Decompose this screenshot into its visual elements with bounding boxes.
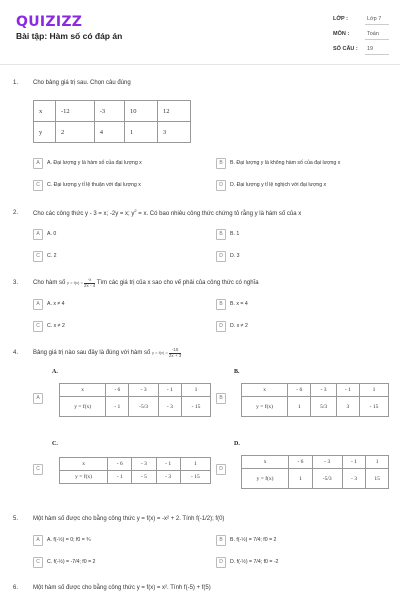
table-row bbox=[242, 384, 389, 397]
table-cell: 3 bbox=[157, 122, 190, 143]
option-text: A. x ≠ 4 bbox=[47, 301, 65, 307]
question-number: 2. bbox=[13, 210, 19, 216]
question-text-part: Cho hàm số bbox=[33, 280, 66, 287]
table-cell: - 1 bbox=[106, 397, 129, 417]
option-b[interactable] bbox=[216, 535, 386, 545]
table-cell: y = f(x) bbox=[60, 397, 106, 417]
option-a[interactable] bbox=[33, 229, 203, 239]
table-cell: 5/3 bbox=[311, 397, 336, 417]
value-table bbox=[241, 383, 389, 417]
table-cell: - 3 bbox=[129, 384, 158, 397]
option-letter: C bbox=[33, 251, 43, 262]
table-cell: - 1 bbox=[158, 384, 181, 397]
table-cell: - 1 bbox=[156, 458, 180, 471]
option-letter: A bbox=[33, 158, 43, 169]
sub-option-label: B. bbox=[234, 369, 240, 375]
question-number: 5. bbox=[13, 516, 19, 522]
question-text: Một hàm số được cho bằng công thức y = f(x) = x². Tính f(-5) + f(5) bbox=[33, 585, 211, 591]
table-row bbox=[60, 397, 211, 417]
option-a[interactable] bbox=[33, 299, 203, 309]
table-cell: - 3 bbox=[311, 384, 336, 397]
option-b[interactable] bbox=[216, 229, 386, 239]
page-title: Bài tập: Hàm số có đáp án bbox=[16, 31, 123, 41]
option-d[interactable] bbox=[216, 557, 386, 567]
table-cell: y = f(x) bbox=[242, 397, 288, 417]
meta-count-label: SỐ CÂU : bbox=[333, 46, 358, 52]
table-cell: - 6 bbox=[289, 456, 313, 469]
option-d[interactable] bbox=[216, 251, 386, 261]
table-cell: - 1 bbox=[342, 456, 366, 469]
sub-option-label: C. bbox=[52, 441, 58, 447]
option-letter: D bbox=[216, 557, 226, 568]
table-cell: - 1 bbox=[108, 471, 132, 484]
question-text bbox=[33, 348, 181, 358]
question-number: 3. bbox=[13, 280, 19, 286]
option-text: A. Đại lượng y là hàm số của đại lượng x bbox=[47, 160, 142, 166]
question-text-part: Bảng giá trị nào sau đây là đúng với hàm số bbox=[33, 350, 151, 357]
option-text: B. x = 4 bbox=[230, 301, 248, 307]
option-text: D. Đại lượng y tỉ lệ nghịch với đại lượng x bbox=[230, 182, 327, 188]
option-text: B. 1 bbox=[230, 231, 240, 237]
table-row bbox=[60, 471, 211, 484]
value-table bbox=[241, 455, 389, 489]
option-text: D. f(-½) = 7/4; f0 = -2 bbox=[230, 559, 279, 565]
table-cell: - 6 bbox=[106, 384, 129, 397]
value-table bbox=[59, 457, 211, 484]
table-cell: y = f(x) bbox=[60, 471, 108, 484]
table-cell: - 1 bbox=[336, 384, 359, 397]
question-text-part: Cho các công thức y - 3 = x; -2y = x; y bbox=[33, 211, 135, 217]
option-text: C. 2 bbox=[47, 253, 57, 259]
table-row bbox=[242, 456, 389, 469]
table-cell: x bbox=[60, 458, 108, 471]
option-c[interactable] bbox=[33, 251, 203, 261]
table-cell: - 6 bbox=[288, 384, 311, 397]
option-c[interactable] bbox=[33, 180, 203, 190]
table-cell: -5/3 bbox=[129, 397, 158, 417]
table-cell: - 3 bbox=[312, 456, 342, 469]
table-cell: 2 bbox=[56, 122, 95, 143]
table-cell: 15 bbox=[366, 469, 389, 489]
option-letter: D bbox=[216, 251, 226, 262]
question-text-part: = x. Có bao nhiêu công thức chứng tỏ rằng y là hàm số của x bbox=[138, 211, 302, 217]
question-number: 1. bbox=[13, 80, 19, 86]
option-letter: A bbox=[33, 535, 43, 546]
table-cell: x bbox=[242, 384, 288, 397]
option-text: A. f(-½) = 0; f0 = ¾ bbox=[47, 537, 91, 543]
table-cell: 1 bbox=[180, 458, 210, 471]
table-cell: y bbox=[34, 122, 56, 143]
option-b[interactable] bbox=[216, 299, 386, 309]
table-cell: 4 bbox=[94, 122, 124, 143]
table-cell: -3 bbox=[94, 101, 124, 122]
question-number: 6. bbox=[13, 585, 19, 591]
meta-subject-value: Toán bbox=[367, 31, 379, 37]
table-row bbox=[60, 458, 211, 471]
option-text: B. f(-½) = 7/4; f0 = 2 bbox=[230, 537, 277, 543]
option-b[interactable]: B bbox=[216, 393, 226, 404]
option-d[interactable] bbox=[216, 321, 386, 331]
table-row bbox=[242, 469, 389, 489]
option-letter: B bbox=[216, 158, 226, 169]
option-letter: D bbox=[216, 180, 226, 191]
question-text-part: Tìm các giá trị của x sao cho vế phải của công thức có nghĩa bbox=[96, 280, 259, 287]
option-letter: C bbox=[33, 180, 43, 191]
table-cell: 1 bbox=[289, 469, 313, 489]
option-letter: B bbox=[216, 229, 226, 240]
option-d[interactable]: D bbox=[216, 464, 226, 475]
table-cell: 1 bbox=[288, 397, 311, 417]
table-cell: - 3 bbox=[132, 458, 156, 471]
table-cell: 1 bbox=[181, 384, 210, 397]
formula: y = f(x) = $\frac{-x}{2x - 4}$ bbox=[67, 277, 96, 288]
meta-grade-label: LỚP : bbox=[333, 16, 348, 22]
table-cell: 10 bbox=[124, 101, 157, 122]
option-a[interactable]: A bbox=[33, 393, 43, 404]
table-cell: x bbox=[34, 101, 56, 122]
table-cell: - 3 bbox=[158, 397, 181, 417]
table-cell: y = f(x) bbox=[242, 469, 289, 489]
divider bbox=[365, 24, 389, 25]
table-row bbox=[60, 384, 211, 397]
value-table bbox=[33, 100, 191, 143]
question-text: Cho các công thức y - 3 = x; -2y = x; $y^2 = x$. Có bao nhiêu công thức chứng tỏ rằng y là hàm số của x bbox=[33, 208, 302, 217]
table-row bbox=[242, 397, 389, 417]
table-cell: x bbox=[242, 456, 289, 469]
table-cell: 12 bbox=[157, 101, 190, 122]
header-divider bbox=[0, 64, 400, 65]
option-text: B. Đại lượng y là không hàm số của đại lượng x bbox=[230, 160, 341, 166]
table-cell: - 3 bbox=[342, 469, 366, 489]
option-b[interactable] bbox=[216, 158, 386, 168]
meta-subject-label: MÔN : bbox=[333, 31, 350, 37]
option-a[interactable] bbox=[33, 535, 203, 545]
option-a[interactable] bbox=[33, 158, 203, 168]
table-cell: 1 bbox=[366, 456, 389, 469]
option-text: D. x ≠ 2 bbox=[230, 323, 248, 329]
option-text: D. 3 bbox=[230, 253, 240, 259]
quizizz-logo: QUIZIZZ bbox=[16, 14, 83, 30]
table-cell: -5/3 bbox=[312, 469, 342, 489]
meta-count-value: 19 bbox=[367, 46, 374, 52]
meta-grade-value: Lớp 7 bbox=[367, 16, 382, 22]
table-cell: -12 bbox=[56, 101, 95, 122]
option-text: A. 0 bbox=[47, 231, 57, 237]
table-row bbox=[34, 122, 191, 143]
sub-option-label: A. bbox=[52, 369, 58, 375]
table-cell: 3 bbox=[336, 397, 359, 417]
table-cell: - 15 bbox=[181, 397, 210, 417]
question-text: Một hàm số được cho bằng công thức y = f(x) = -x² + 2. Tính f(-1/2); f(0) bbox=[33, 516, 225, 522]
option-d[interactable] bbox=[216, 180, 386, 190]
option-text: C. x ≠ 2 bbox=[47, 323, 65, 329]
question-text: Cho bảng giá trị sau. Chọn câu đúng bbox=[33, 80, 131, 86]
option-letter: B bbox=[216, 299, 226, 310]
table-cell: 1 bbox=[124, 122, 157, 143]
value-table bbox=[59, 383, 211, 417]
question-text bbox=[33, 278, 259, 288]
table-row bbox=[34, 101, 191, 122]
table-cell: - 15 bbox=[359, 397, 388, 417]
divider bbox=[365, 39, 389, 40]
table-cell: - 6 bbox=[108, 458, 132, 471]
divider bbox=[365, 54, 389, 55]
option-c[interactable] bbox=[33, 321, 203, 331]
option-letter: B bbox=[216, 535, 226, 546]
table-cell: 1 bbox=[359, 384, 388, 397]
table-cell: - 15 bbox=[180, 471, 210, 484]
option-letter: D bbox=[216, 321, 226, 332]
option-letter: C bbox=[33, 321, 43, 332]
option-letter: C bbox=[33, 557, 43, 568]
option-letter: A bbox=[33, 229, 43, 240]
table-cell: - 5 bbox=[132, 471, 156, 484]
option-text: C. f(-½) = -7/4; f0 = 2 bbox=[47, 559, 96, 565]
formula: y = f(x) = $\frac{-15}{2x + 3}$ bbox=[152, 347, 182, 358]
sub-option-label: D. bbox=[234, 441, 240, 447]
option-letter: A bbox=[33, 299, 43, 310]
option-c[interactable]: C bbox=[33, 464, 43, 475]
option-c[interactable] bbox=[33, 557, 203, 567]
table-cell: - 3 bbox=[156, 471, 180, 484]
option-text: C. Đại lượng y tỉ lệ thuận với đại lượng x bbox=[47, 182, 141, 188]
table-cell: x bbox=[60, 384, 106, 397]
question-number: 4. bbox=[13, 350, 19, 356]
